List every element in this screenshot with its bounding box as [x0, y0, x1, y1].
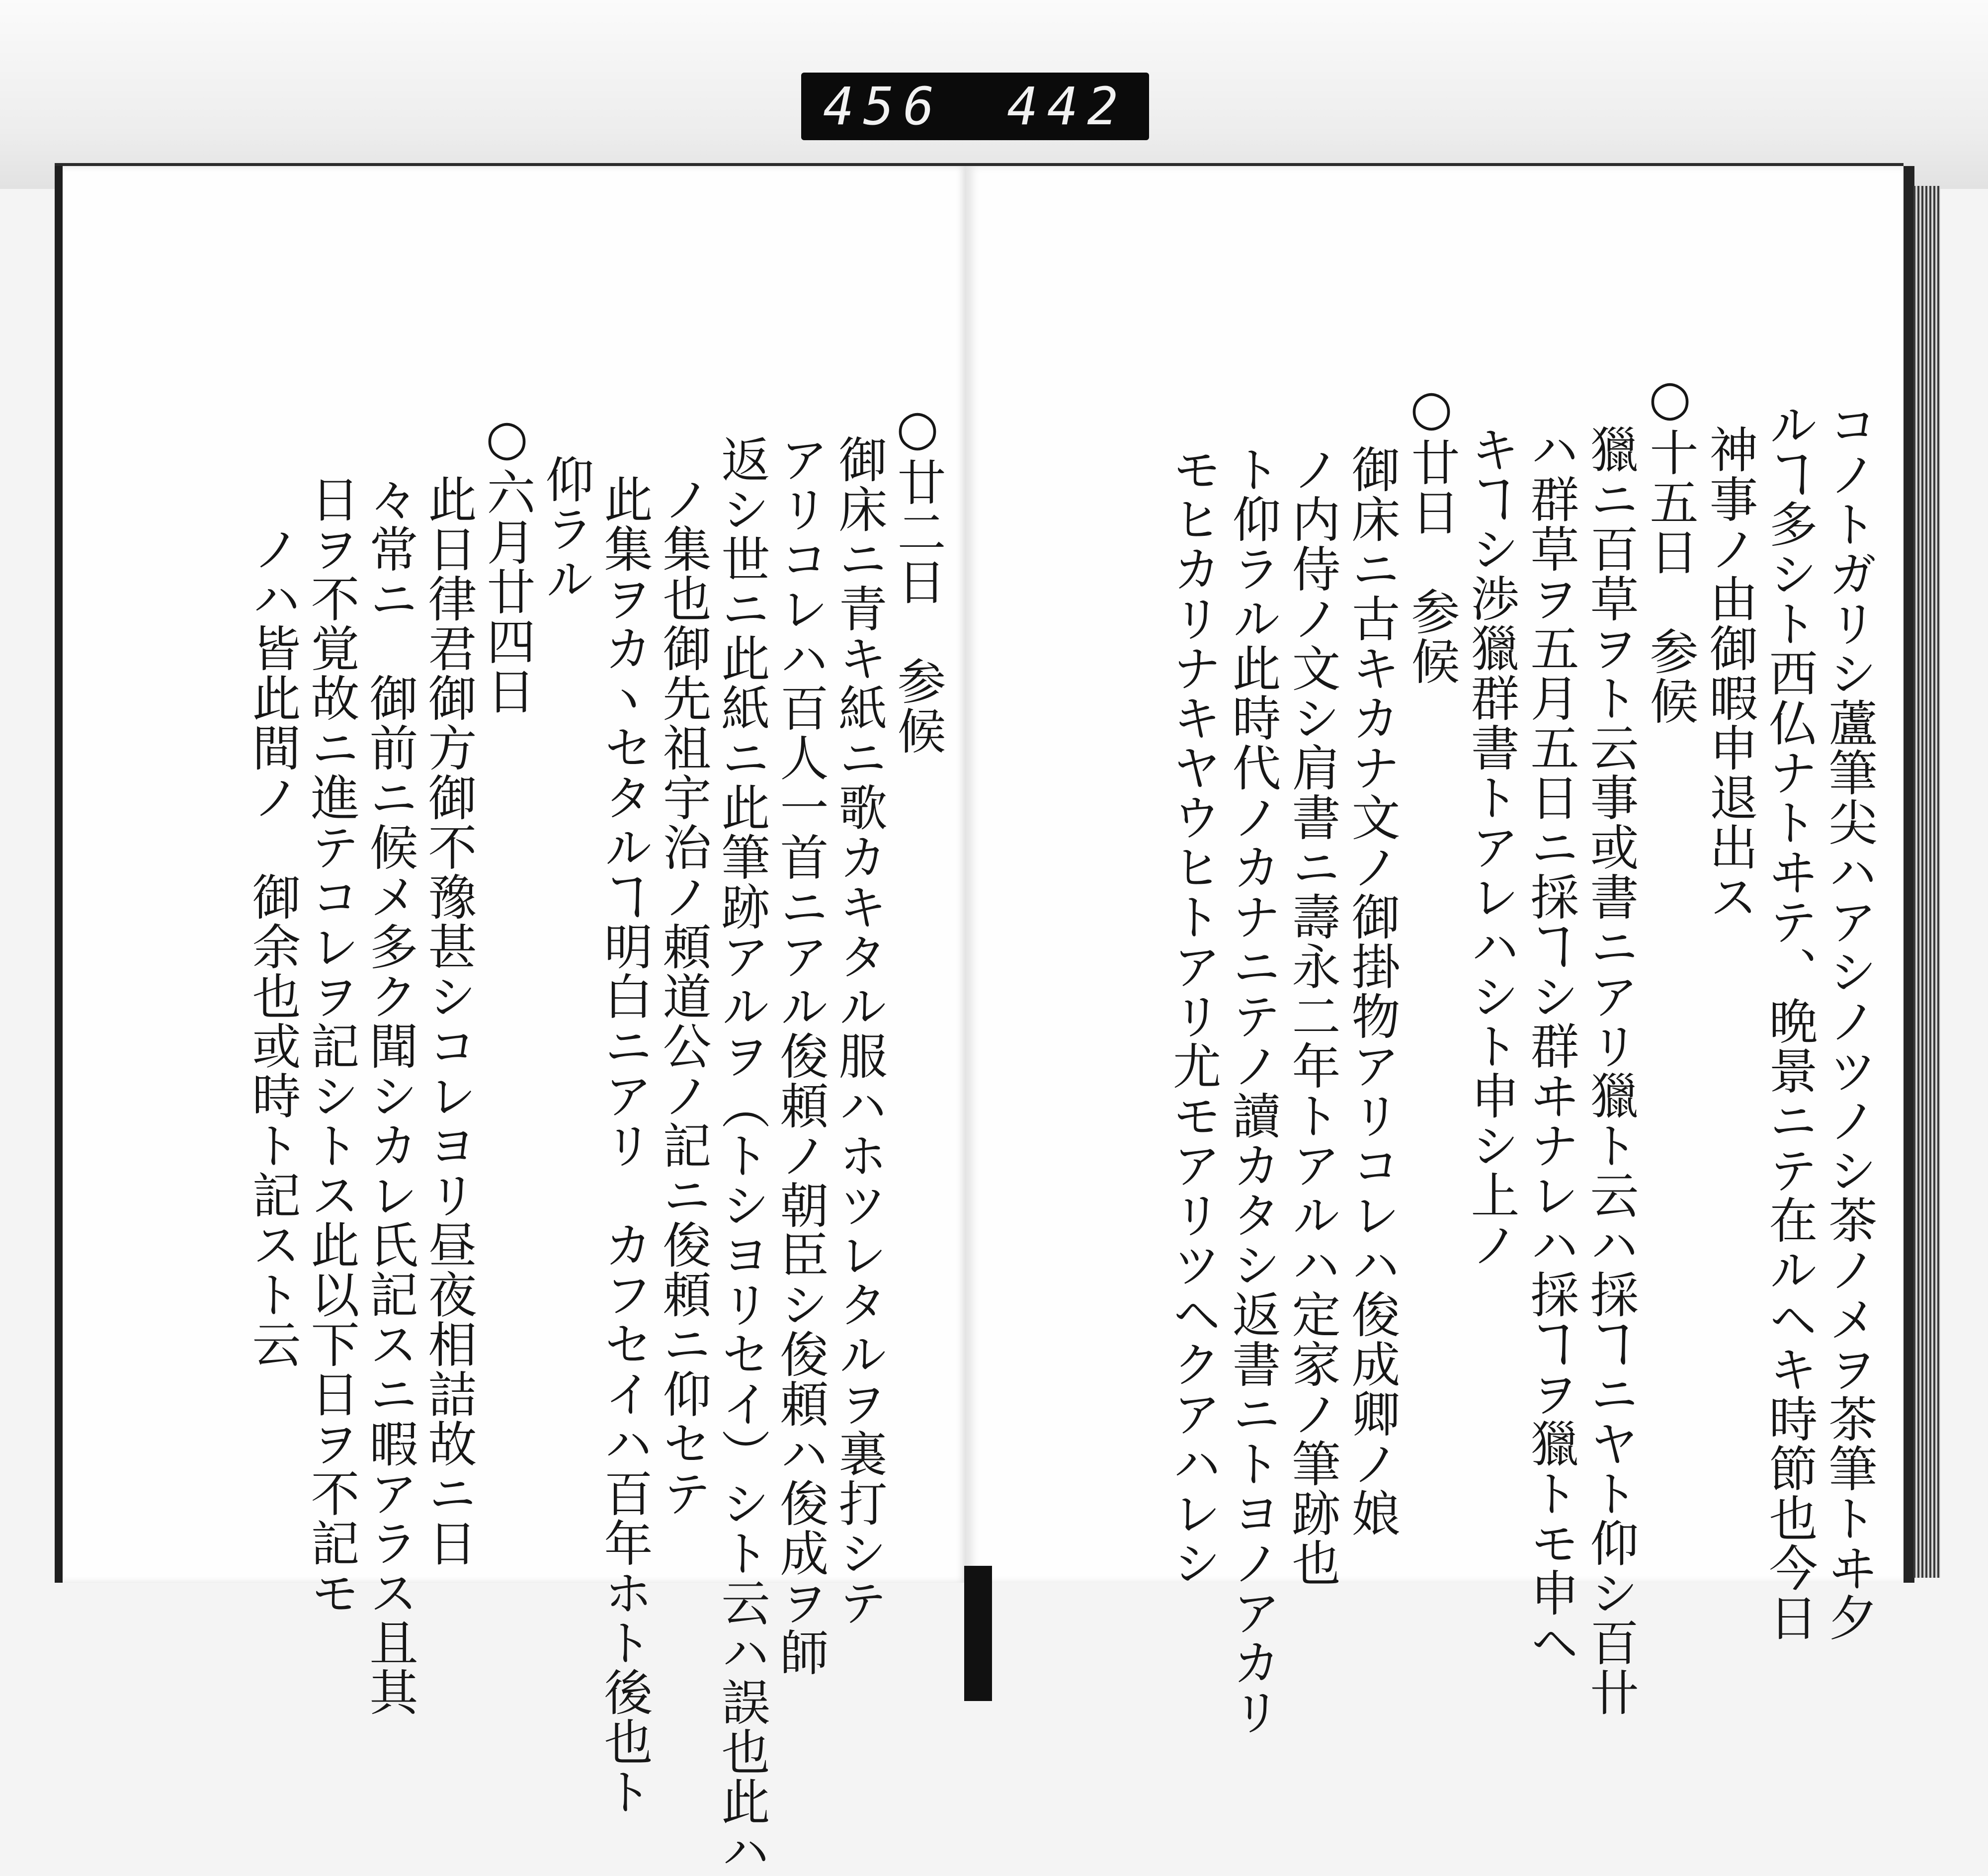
text-column: モヒカリナキヤウヒトアリ尤モアリツヘクアハレシ [1164, 444, 1221, 1588]
text-column: 此日律君御方御不豫甚シコレヨリ昼夜相詰故ニ日 [420, 474, 477, 1568]
text-column: 御床ニ古キカナ文ノ御掛物アリコレハ俊成卿ノ娘 [1343, 444, 1400, 1538]
text-column: キヿシ渉獵群書トアレハシト申シ上ノ [1463, 425, 1519, 1270]
text-column: 此集ヲカヽセタルヿ明白ニアリ カフセイハ百年ホト後也ト [596, 474, 653, 1816]
text-column: ○廿二日 参候 [889, 400, 946, 756]
text-column: 御床ニ青キ紙ニ歌カキタル服ハホツレタルヲ裏打シテ [830, 434, 887, 1627]
page-edges [1913, 186, 1940, 1578]
text-column: ハ群草ヲ五月五日ニ採ヿシ群ヰナレハ採ヿヲ獵トモ申ヘ [1522, 425, 1579, 1667]
text-column: 日ヲ不覚故ニ進テコレヲ記シトス此以下日ヲ不記モ [303, 474, 359, 1618]
archive-number-plate [801, 73, 1149, 140]
text-column: ノ内侍ノ文シ肩書ニ壽永二年トアルハ定家ノ筆跡也 [1284, 444, 1340, 1588]
text-column: 々常ニ 御前ニ候メ多ク聞シカレ氏記スニ暇アラス且其 [361, 474, 418, 1717]
open-book [55, 163, 1904, 1876]
text-column: ト仰ラル此時代ノカナニテノ讀カタシ返書ニトヨノアカリ [1224, 444, 1281, 1737]
text-column: ○六月廿四日 [479, 410, 535, 716]
text-column: コノトガリシ蘆筆尖ハアシノツノシ茶ノメヲ茶筆トヰ夕 [1821, 400, 1877, 1642]
left-page [55, 166, 974, 1876]
text-column: ルヿ多シト西仏ナトヰテ、晩景ニテ在ルヘキ時節也今日 [1761, 400, 1818, 1642]
archive-number-left: 456 [823, 76, 943, 137]
text-column: ○十五日 参候 [1642, 370, 1698, 726]
text-column: ノハ皆此間ノ 御余也或時ト記スト云 [244, 524, 301, 1369]
archive-number-right: 442 [1007, 76, 1127, 137]
text-column: 仰ラル [537, 454, 594, 603]
right-page [966, 166, 1914, 1737]
text-column: 神事ノ由御暇申退出ス [1701, 425, 1758, 922]
text-column: ノ集也御先祖宇治ノ頼道公ノ記ニ俊頼ニ仰セテ [655, 474, 711, 1518]
text-column: 返シ世ニ此紙ニ此筆跡アルヲ（トシヨリセイ）シト云ハ誤也此ハ [713, 434, 770, 1876]
text-column: アリコレハ百人一首ニアル俊頼ノ朝臣シ俊頼ハ俊成ヲ師 [772, 434, 828, 1677]
text-column: ○廿日 参候 [1403, 380, 1460, 686]
binding-spine [964, 1566, 992, 1701]
text-column: 獵ニ百草ヲト云事或書ニアリ獵ト云ハ採ヿニヤト仰シ百卄 [1582, 425, 1639, 1717]
